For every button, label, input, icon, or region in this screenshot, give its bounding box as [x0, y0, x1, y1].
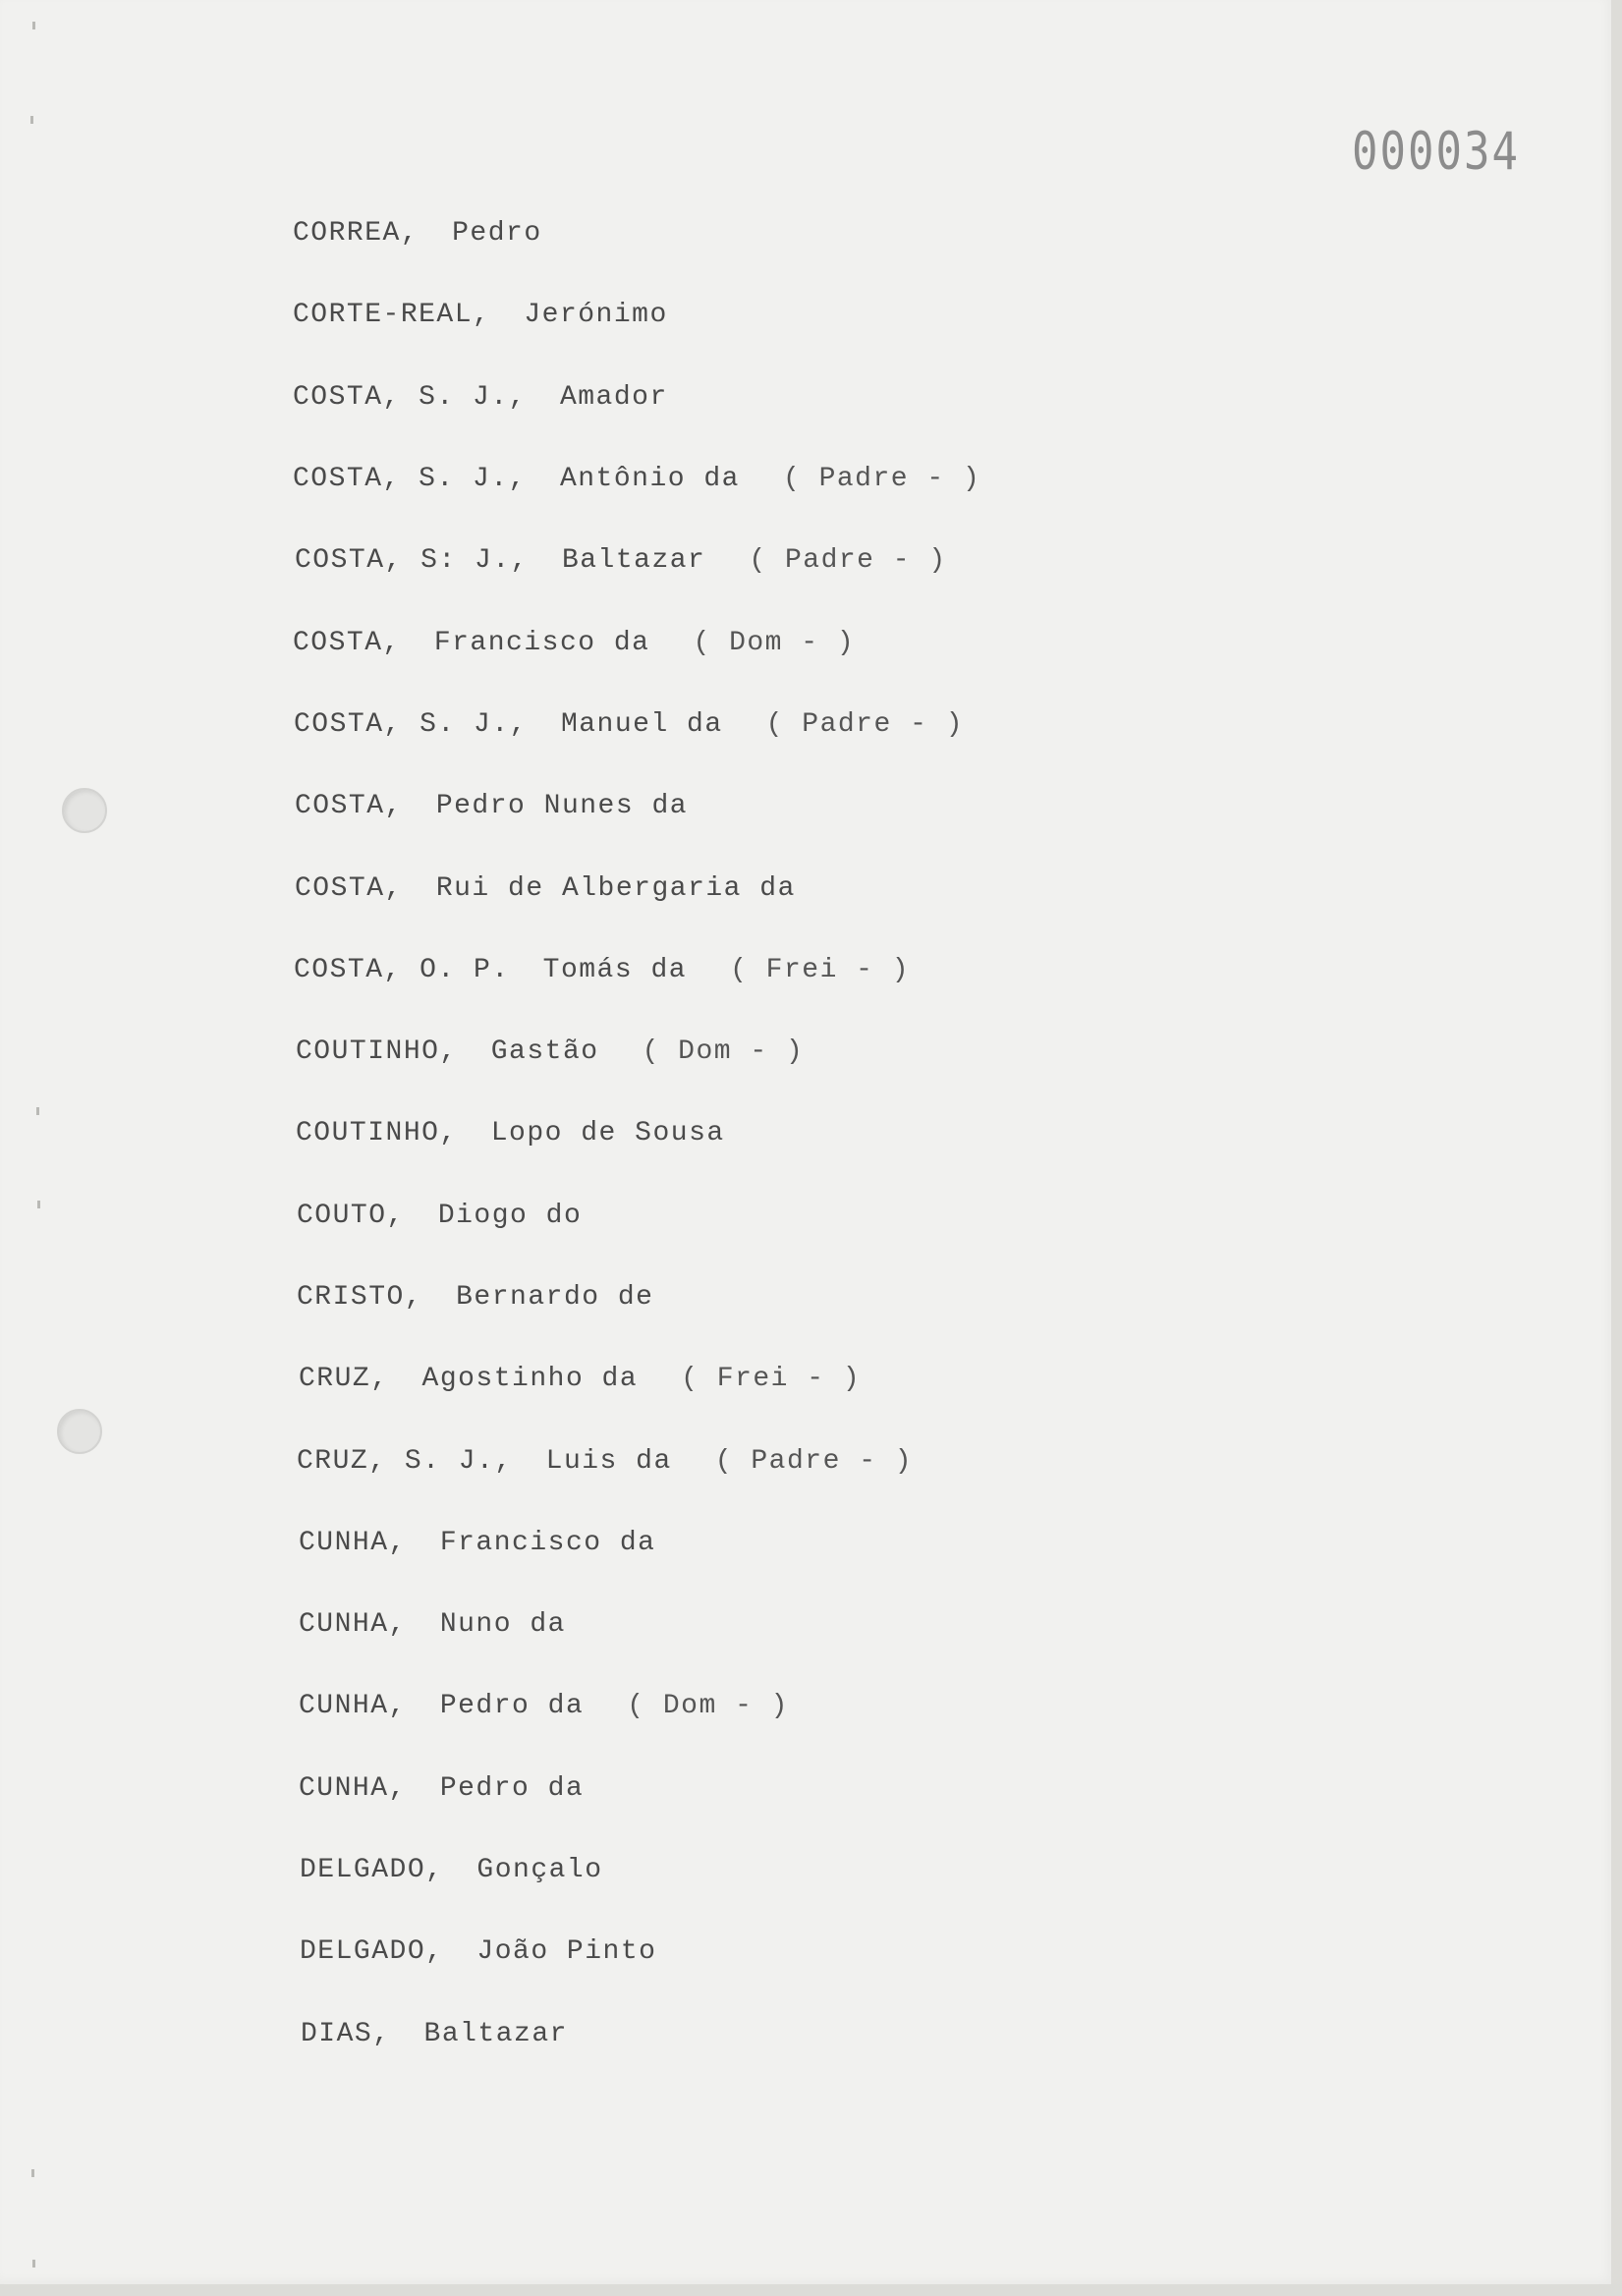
entry-title: ( Dom - ) — [627, 1691, 789, 1722]
edge-mark — [32, 22, 35, 29]
list-item — [296, 1011, 980, 1092]
entry-given-name: Gonçalo — [476, 1855, 603, 1886]
list-item — [295, 765, 980, 847]
entry-title: ( Padre - ) — [765, 708, 965, 740]
list-item — [297, 1175, 980, 1257]
name-index-list — [293, 193, 980, 2075]
entry-surname: CUNHA, — [299, 1609, 407, 1641]
list-item — [301, 1993, 980, 2075]
entry-surname: DELGADO, — [300, 1936, 444, 1968]
entry-given-name: Bernardo de — [456, 1282, 654, 1313]
list-item — [300, 1829, 980, 1911]
list-item — [293, 601, 980, 683]
entry-given-name: Francisco da — [433, 627, 650, 658]
entry-surname: COUTINHO, — [296, 1118, 458, 1149]
list-item — [293, 357, 980, 438]
entry-title: ( Frei - ) — [681, 1364, 862, 1395]
entry-surname: CRUZ, S. J., — [297, 1445, 513, 1477]
entry-title: ( Padre - ) — [782, 464, 981, 495]
list-item — [299, 1748, 980, 1829]
list-item — [299, 1502, 980, 1584]
entry-given-name: Pedro Nunes da — [435, 791, 689, 822]
entry-surname: CORTE-REAL, — [293, 300, 491, 331]
edge-mark — [30, 116, 33, 124]
entry-surname: COSTA, — [295, 791, 403, 822]
entry-title: ( Padre - ) — [714, 1445, 914, 1477]
list-item — [295, 520, 980, 601]
entry-title: ( Padre - ) — [749, 545, 947, 577]
entry-surname: CUNHA, — [299, 1772, 407, 1804]
entry-surname: COUTINHO, — [296, 1036, 458, 1068]
entry-given-name: Antônio da — [559, 464, 740, 495]
entry-given-name: Gastão — [490, 1036, 599, 1068]
entry-title: ( Frei - ) — [730, 954, 911, 985]
entry-given-name: Nuno da — [439, 1609, 566, 1641]
entry-surname: CRUZ, — [299, 1364, 389, 1395]
page-edge — [1611, 0, 1622, 2296]
edge-mark — [31, 2169, 34, 2177]
entry-given-name: Francisco da — [439, 1527, 656, 1558]
entry-given-name: Agostinho da — [421, 1364, 639, 1395]
list-item — [300, 1911, 980, 1992]
page-edge — [0, 2284, 1622, 2296]
page-number: 000034 — [1352, 122, 1520, 183]
entry-surname: COSTA, S. J., — [293, 381, 527, 413]
entry-surname: COSTA, — [293, 627, 401, 658]
entry-given-name: Manuel da — [560, 708, 723, 740]
list-item — [299, 1584, 980, 1665]
edge-mark — [37, 1201, 40, 1208]
entry-given-name: João Pinto — [476, 1936, 657, 1968]
entry-given-name: Pedro da — [439, 1691, 585, 1722]
entry-surname: COSTA, — [295, 872, 403, 904]
edge-mark — [32, 2260, 35, 2268]
list-item — [297, 1420, 980, 1501]
list-item — [294, 684, 980, 765]
entry-surname: CUNHA, — [299, 1527, 407, 1558]
entry-surname: DIAS, — [301, 2018, 391, 2049]
entry-given-name: Pedro da — [439, 1772, 585, 1804]
entry-given-name: Rui de Albergaria da — [435, 872, 796, 904]
edge-mark — [36, 1107, 39, 1115]
list-item — [299, 1338, 980, 1420]
list-item — [297, 1257, 980, 1338]
list-item — [296, 1092, 980, 1174]
entry-surname: COSTA, S. J., — [293, 464, 527, 495]
entry-given-name: Luis da — [545, 1445, 672, 1477]
entry-surname: CRISTO, — [297, 1282, 423, 1313]
list-item — [299, 1665, 980, 1747]
entry-given-name: Baltazar — [423, 2018, 568, 2049]
entry-surname: CORREA, — [293, 218, 419, 250]
entry-title: ( Dom - ) — [693, 627, 856, 658]
punch-hole — [57, 1409, 102, 1454]
list-item — [294, 929, 980, 1011]
entry-given-name: Baltazar — [561, 545, 706, 577]
entry-surname: COSTA, S: J., — [295, 545, 529, 577]
entry-surname: COSTA, S. J., — [294, 708, 528, 740]
entry-surname: CUNHA, — [299, 1691, 407, 1722]
entry-given-name: Pedro — [452, 218, 542, 250]
entry-given-name: Diogo do — [437, 1200, 583, 1231]
entry-given-name: Tomás da — [542, 954, 688, 985]
entry-surname: COUTO, — [297, 1200, 405, 1231]
list-item — [293, 274, 980, 356]
list-item — [293, 438, 980, 520]
list-item — [295, 847, 980, 928]
entry-given-name: Amador — [559, 381, 668, 413]
list-item — [293, 193, 980, 274]
entry-surname: COSTA, O. P. — [294, 954, 510, 985]
punch-hole — [62, 788, 107, 833]
entry-surname: DELGADO, — [300, 1855, 444, 1886]
entry-given-name: Lopo de Sousa — [490, 1118, 725, 1149]
entry-given-name: Jerónimo — [524, 300, 668, 331]
entry-title: ( Dom - ) — [642, 1036, 805, 1068]
